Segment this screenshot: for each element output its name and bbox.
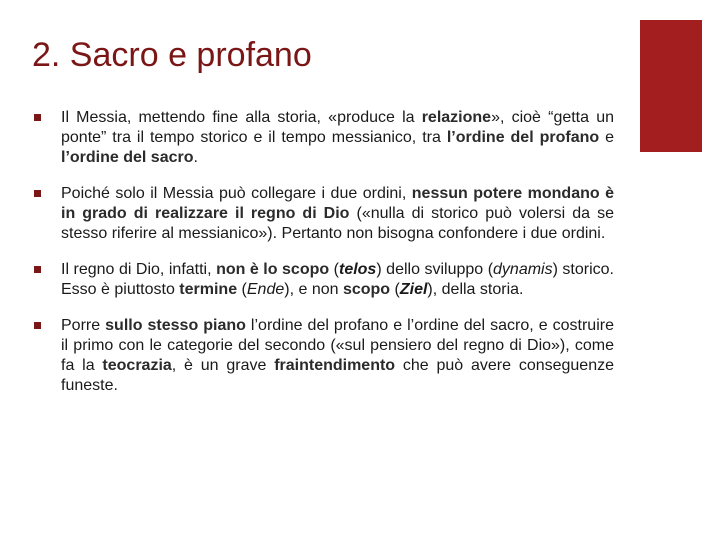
bullet-text-segment: l’ordine del profano e l’ordine del sacro, e costruire il primo con le categorie del secondo («sul pensiero del regno di Dio»), come fa la: [61, 317, 614, 374]
accent-bar: [640, 20, 702, 152]
bullet-text-segment: e: [599, 129, 614, 146]
bullet-item: [32, 184, 614, 244]
bullet-text-segment: Ende: [246, 281, 285, 298]
bullet-text-segment: Ziel: [399, 281, 428, 298]
bullet-text-segment: ) storico. Esso è piuttosto: [61, 261, 614, 298]
bullet-text-segment: ) dello sviluppo (: [376, 261, 494, 278]
bullet-text-segment: sullo stesso piano: [105, 317, 246, 334]
bullet-text-segment: Il regno di Dio, infatti,: [61, 261, 217, 278]
bullet-text-segment: fraintendimento: [274, 357, 396, 374]
bullet-text-segment: l’ordine del sacro: [61, 149, 194, 166]
bullet-text-segment: (: [237, 281, 247, 298]
bullet-text-segment: ), e non: [284, 281, 343, 298]
bullet-item: [32, 108, 614, 168]
bullet-text-segment: («nulla di storico può volersi da se stesso riferire al messianico»). Pertanto non bisogna confondere i due ordini.: [61, 205, 614, 242]
bullet-text-segment: dynamis: [493, 261, 553, 278]
bullet-text-segment: (: [329, 261, 339, 278]
bullet-text-segment: », cioè “getta un ponte” tra il tempo storico e il tempo messianico, tra: [61, 109, 614, 146]
slide-title: 2. Sacro e profano: [32, 36, 312, 74]
bullet-text-segment: Porre: [61, 317, 106, 334]
bullet-text-segment: nessun potere mondano è in grado di realizzare il regno di Dio: [61, 185, 615, 222]
bullet-text-segment: ), della storia.: [427, 281, 524, 298]
bullet-list: [32, 108, 614, 412]
bullet-text-segment: l’ordine del profano: [446, 129, 600, 146]
bullet-text-segment: termine: [179, 281, 238, 298]
bullet-text-segment: teocrazia: [102, 357, 172, 374]
bullet-text-segment: che può avere conseguenze funeste.: [61, 357, 615, 394]
bullet-text-segment: scopo: [342, 281, 391, 298]
bullet-text-segment: Poiché solo il Messia può collegare i due ordini,: [61, 185, 412, 202]
bullet-text-segment: telos: [338, 261, 377, 278]
bullet-text-segment: relazione: [421, 109, 492, 126]
bullet-text-segment: , è un grave: [171, 357, 275, 374]
bullet-item: [32, 260, 614, 300]
square-bullet-icon: [34, 190, 41, 197]
bullet-text-segment: Il Messia, mettendo fine alla storia, «produce la: [61, 109, 422, 126]
bullet-text-segment: .: [193, 149, 198, 166]
bullet-text-segment: non è lo scopo: [216, 261, 330, 278]
square-bullet-icon: [34, 266, 41, 273]
square-bullet-icon: [34, 114, 41, 121]
bullet-text-segment: (: [390, 281, 400, 298]
square-bullet-icon: [34, 322, 41, 329]
bullet-item: [32, 316, 614, 396]
